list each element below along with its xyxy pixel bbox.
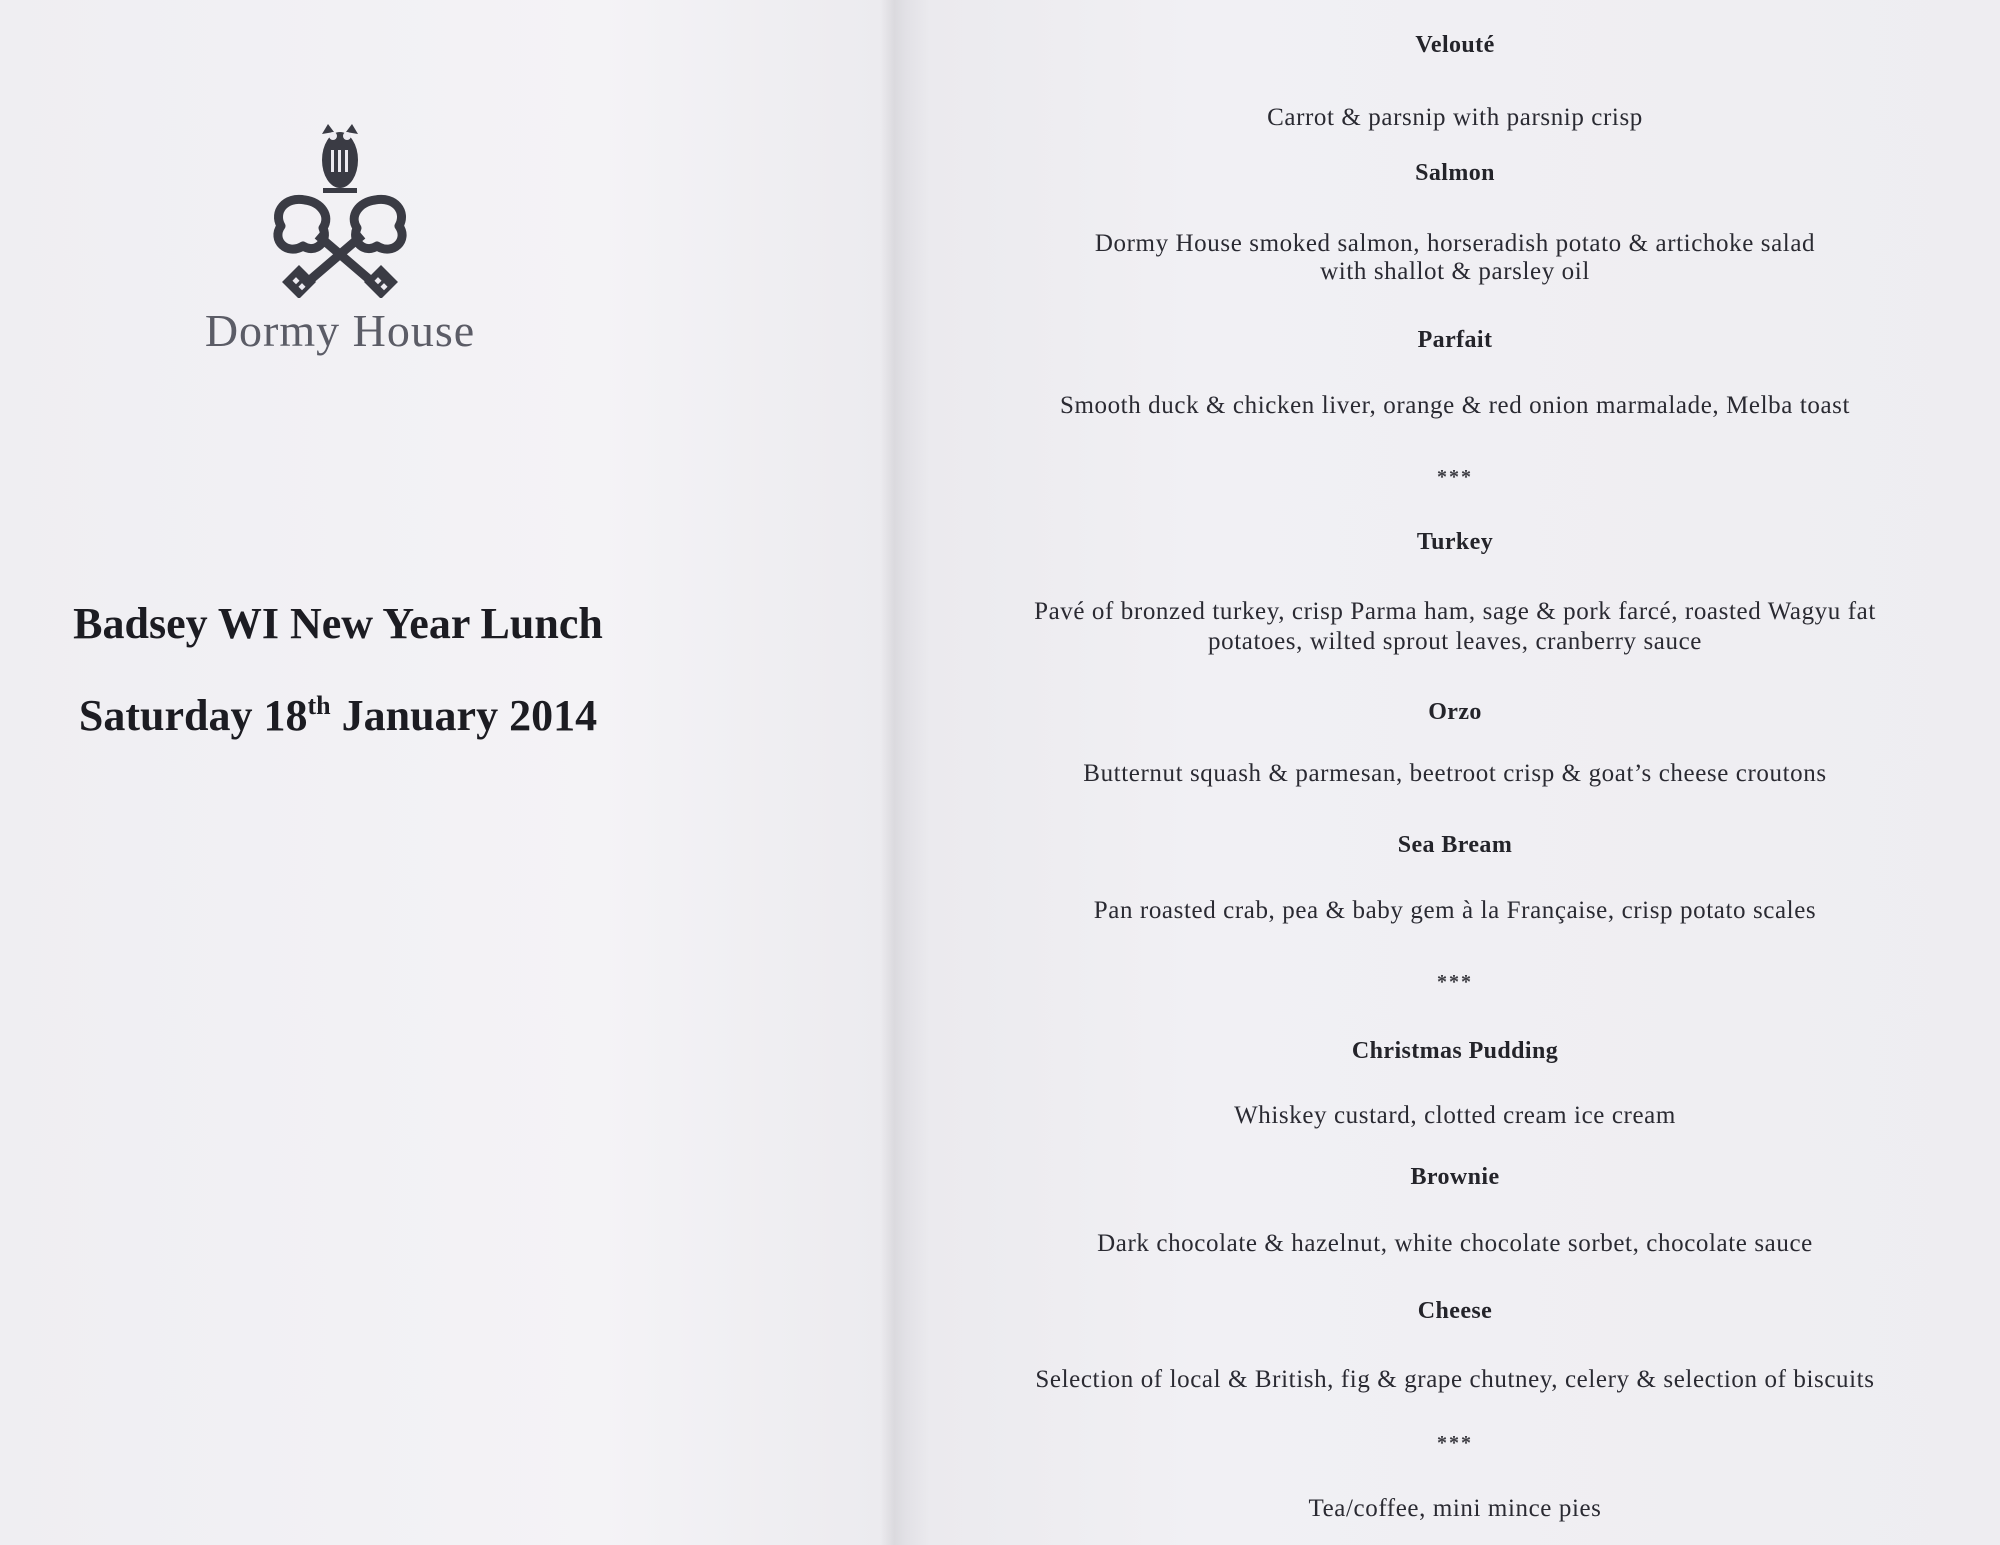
course-heading-orzo: Orzo bbox=[1428, 699, 1482, 725]
course-heading-veloute: Velouté bbox=[1415, 32, 1495, 58]
course-heading-christmas-pudding: Christmas Pudding bbox=[1351, 1038, 1559, 1064]
brand-logo bbox=[170, 118, 510, 357]
course-desc-tea-coffee: Tea/coffee, mini mince pies bbox=[1308, 1495, 1602, 1522]
course-desc-sea-bream: Pan roasted crab, pea & baby gem à la Française, crisp potato scales bbox=[1093, 897, 1817, 924]
course-desc-veloute: Carrot & parsnip with parsnip crisp bbox=[1267, 104, 1643, 131]
event-date bbox=[38, 690, 638, 741]
course-heading-turkey: Turkey bbox=[1416, 529, 1494, 555]
course-heading-parfait: Parfait bbox=[1417, 327, 1493, 353]
course-heading-cheese: Cheese bbox=[1417, 1298, 1493, 1324]
course-desc-salmon-line-1: Dormy House smoked salmon, horseradish potato & artichoke salad bbox=[1094, 230, 1816, 257]
course-desc-parfait: Smooth duck & chicken liver, orange & red onion marmalade, Melba toast bbox=[1059, 392, 1851, 419]
course-desc-cheese: Selection of local & British, fig & grape chutney, celery & selection of biscuits bbox=[1035, 1366, 1875, 1393]
menu-page bbox=[930, 0, 1980, 1545]
course-heading-brownie: Brownie bbox=[1410, 1164, 1500, 1190]
owl-keys-crest-icon bbox=[265, 118, 415, 298]
event-date-day: Saturday 18 bbox=[78, 691, 308, 740]
event-date-month-year: January 2014 bbox=[330, 691, 598, 740]
course-separator-2: *** bbox=[1437, 971, 1473, 993]
course-desc-turkey-line-2: potatoes, wilted sprout leaves, cranberry sauce bbox=[1208, 628, 1702, 655]
course-heading-salmon: Salmon bbox=[1415, 160, 1495, 186]
cover-page bbox=[0, 0, 890, 1545]
course-desc-salmon-line-2: with shallot & parsley oil bbox=[1320, 258, 1590, 285]
brand-wordmark: Dormy House bbox=[204, 305, 476, 356]
course-desc-brownie: Dark chocolate & hazelnut, white chocolate sorbet, chocolate sauce bbox=[1097, 1230, 1813, 1257]
course-desc-orzo: Butternut squash & parmesan, beetroot crisp & goat’s cheese croutons bbox=[1083, 760, 1827, 787]
course-heading-sea-bream: Sea Bream bbox=[1397, 832, 1513, 858]
course-desc-christmas-pudding: Whiskey custard, clotted cream ice cream bbox=[1234, 1102, 1676, 1129]
event-date-ordinal: th bbox=[307, 691, 331, 720]
course-separator-1: *** bbox=[1437, 466, 1473, 488]
course-separator-3: *** bbox=[1437, 1432, 1473, 1454]
course-desc-turkey-line-1: Pavé of bronzed turkey, crisp Parma ham, sage & pork farcé, roasted Wagyu fat bbox=[1034, 598, 1876, 625]
event-title: Badsey WI New Year Lunch bbox=[73, 599, 603, 648]
